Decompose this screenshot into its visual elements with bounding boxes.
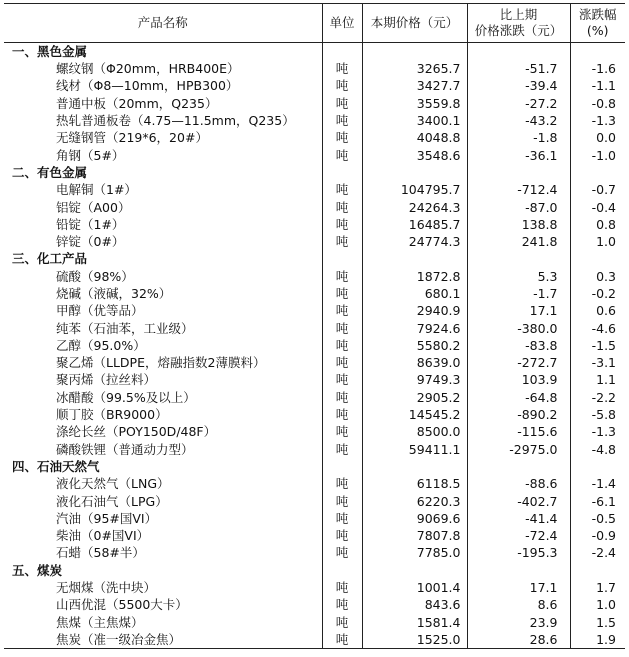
change-cell: -64.8 <box>467 389 570 406</box>
table-row <box>4 406 625 423</box>
product-name-cell: 普通中板（20mm，Q235） <box>56 95 218 111</box>
category-row <box>4 250 625 267</box>
change-cell: -890.2 <box>467 406 570 423</box>
unit-cell: 吨 <box>322 441 362 458</box>
category-empty-cell <box>467 562 570 579</box>
table-row <box>4 77 625 94</box>
price-cell: 8500.0 <box>362 423 467 440</box>
unit-cell: 吨 <box>322 423 362 440</box>
product-name-cell: 无烟煤（洗中块） <box>56 580 157 596</box>
table-row <box>4 354 625 371</box>
category-empty-cell <box>362 250 467 267</box>
pct-cell: -2.2 <box>570 389 625 406</box>
category-empty-cell <box>467 458 570 475</box>
change-cell: -36.1 <box>467 146 570 163</box>
product-name-cell: 电解铜（1#） <box>56 182 137 198</box>
product-name-cell: 纯苯（石油苯，工业级） <box>56 320 194 336</box>
table-row <box>4 441 625 458</box>
change-cell: -88.6 <box>467 475 570 492</box>
pct-cell: 0.6 <box>570 302 625 319</box>
price-cell: 5580.2 <box>362 337 467 354</box>
category-empty-cell <box>362 164 467 181</box>
pct-cell: 1.5 <box>570 614 625 631</box>
price-cell: 9749.3 <box>362 371 467 388</box>
pct-cell: -4.6 <box>570 319 625 336</box>
product-name-cell: 锌锭（0#） <box>56 234 125 250</box>
header-pct-line1: 涨跌幅 <box>578 7 617 22</box>
price-cell: 3548.6 <box>362 146 467 163</box>
category-empty-cell <box>570 43 625 61</box>
table-row <box>4 129 625 146</box>
header-change-line1: 比上期 <box>499 7 538 22</box>
category-empty-cell <box>467 43 570 61</box>
category-title: 三、化工产品 <box>12 251 88 267</box>
category-empty-cell <box>322 562 362 579</box>
unit-cell: 吨 <box>322 371 362 388</box>
table-row <box>4 216 625 233</box>
unit-cell: 吨 <box>322 302 362 319</box>
unit-cell: 吨 <box>322 268 362 285</box>
pct-cell: -6.1 <box>570 492 625 509</box>
product-name-cell: 聚丙烯（拉丝料） <box>56 372 157 388</box>
change-cell: 17.1 <box>467 302 570 319</box>
pct-cell: -0.5 <box>570 510 625 527</box>
category-empty-cell <box>322 164 362 181</box>
header-pct-line2: (%) <box>586 23 609 38</box>
pct-cell: -3.1 <box>570 354 625 371</box>
price-cell: 1525.0 <box>362 631 467 649</box>
header-product-name: 产品名称 <box>4 4 322 43</box>
pct-cell: -1.6 <box>570 60 625 77</box>
table-row <box>4 146 625 163</box>
price-cell: 7785.0 <box>362 544 467 561</box>
change-cell: 138.8 <box>467 216 570 233</box>
category-empty-cell <box>362 43 467 61</box>
category-row <box>4 458 625 475</box>
price-cell: 7924.6 <box>362 319 467 336</box>
product-name-cell: 焦煤（主焦煤） <box>56 614 144 630</box>
unit-cell: 吨 <box>322 216 362 233</box>
change-cell: 103.9 <box>467 371 570 388</box>
product-name-cell: 铝锭（A00） <box>56 199 131 215</box>
category-empty-cell <box>570 562 625 579</box>
price-cell: 3559.8 <box>362 95 467 112</box>
table-row <box>4 389 625 406</box>
unit-cell: 吨 <box>322 614 362 631</box>
unit-cell: 吨 <box>322 579 362 596</box>
change-cell: 241.8 <box>467 233 570 250</box>
pct-cell: -0.9 <box>570 527 625 544</box>
change-cell: -87.0 <box>467 198 570 215</box>
pct-cell: -1.3 <box>570 423 625 440</box>
unit-cell: 吨 <box>322 77 362 94</box>
unit-cell: 吨 <box>322 233 362 250</box>
unit-cell: 吨 <box>322 95 362 112</box>
header-price: 本期价格（元） <box>362 4 467 43</box>
unit-cell: 吨 <box>322 475 362 492</box>
pct-cell: -1.3 <box>570 112 625 129</box>
category-empty-cell <box>467 164 570 181</box>
table-row <box>4 337 625 354</box>
change-cell: 28.6 <box>467 631 570 649</box>
price-cell: 3427.7 <box>362 77 467 94</box>
product-name-cell: 硫酸（98%） <box>56 268 134 284</box>
pct-cell: -0.4 <box>570 198 625 215</box>
pct-cell: 0.0 <box>570 129 625 146</box>
pct-cell: -5.8 <box>570 406 625 423</box>
change-cell: 5.3 <box>467 268 570 285</box>
category-row <box>4 562 625 579</box>
pct-cell: -2.4 <box>570 544 625 561</box>
pct-cell: 1.0 <box>570 233 625 250</box>
category-empty-cell <box>322 458 362 475</box>
pct-cell: 1.9 <box>570 631 625 649</box>
table-row <box>4 112 625 129</box>
table-row <box>4 285 625 302</box>
table-row <box>4 60 625 77</box>
table-row <box>4 492 625 509</box>
change-cell: -72.4 <box>467 527 570 544</box>
category-empty-cell <box>467 250 570 267</box>
table-row <box>4 268 625 285</box>
change-cell: -41.4 <box>467 510 570 527</box>
product-name-cell: 顺丁胶（BR9000） <box>56 407 168 423</box>
unit-cell: 吨 <box>322 510 362 527</box>
product-name-cell: 聚乙烯（LLDPE，熔融指数2薄膜料） <box>56 355 266 371</box>
pct-cell: -1.0 <box>570 146 625 163</box>
price-cell: 8639.0 <box>362 354 467 371</box>
unit-cell: 吨 <box>322 146 362 163</box>
unit-cell: 吨 <box>322 319 362 336</box>
category-title: 四、石油天然气 <box>12 458 100 474</box>
price-cell: 14545.2 <box>362 406 467 423</box>
table-row <box>4 614 625 631</box>
change-cell: -195.3 <box>467 544 570 561</box>
change-cell: -39.4 <box>467 77 570 94</box>
category-empty-cell <box>570 250 625 267</box>
table-row <box>4 198 625 215</box>
category-empty-cell <box>570 164 625 181</box>
table-row <box>4 527 625 544</box>
change-cell: -272.7 <box>467 354 570 371</box>
table-row <box>4 319 625 336</box>
product-name-cell: 乙醇（95.0%） <box>56 337 146 353</box>
unit-cell: 吨 <box>322 354 362 371</box>
price-cell: 1581.4 <box>362 614 467 631</box>
change-cell: -83.8 <box>467 337 570 354</box>
price-cell: 843.6 <box>362 596 467 613</box>
pct-cell: 1.0 <box>570 596 625 613</box>
table-row <box>4 510 625 527</box>
table-row <box>4 475 625 492</box>
table-row <box>4 579 625 596</box>
price-table <box>4 3 625 649</box>
product-name-cell: 山西优混（5500大卡） <box>56 597 188 613</box>
product-name-cell: 线材（Φ8—10mm，HPB300） <box>56 78 239 94</box>
unit-cell: 吨 <box>322 527 362 544</box>
product-name-cell: 无缝钢管（219*6，20#） <box>56 130 208 146</box>
pct-cell: 0.3 <box>570 268 625 285</box>
product-name-cell: 涤纶长丝（POY150D/48F） <box>56 424 217 440</box>
unit-cell: 吨 <box>322 492 362 509</box>
unit-cell: 吨 <box>322 596 362 613</box>
table-row <box>4 302 625 319</box>
product-name-cell: 液化天然气（LNG） <box>56 476 170 492</box>
table-row <box>4 181 625 198</box>
price-cell: 1001.4 <box>362 579 467 596</box>
price-cell: 59411.1 <box>362 441 467 458</box>
unit-cell: 吨 <box>322 198 362 215</box>
product-name-cell: 冰醋酸（99.5%及以上） <box>56 389 196 405</box>
pct-cell: -0.2 <box>570 285 625 302</box>
product-name-cell: 液化石油气（LPG） <box>56 493 168 509</box>
header-unit: 单位 <box>322 4 362 43</box>
price-cell: 24774.3 <box>362 233 467 250</box>
change-cell: -1.7 <box>467 285 570 302</box>
pct-cell: 0.8 <box>570 216 625 233</box>
product-name-cell: 铅锭（1#） <box>56 216 125 232</box>
price-cell: 104795.7 <box>362 181 467 198</box>
pct-cell: -1.1 <box>570 77 625 94</box>
pct-cell: 1.1 <box>570 371 625 388</box>
product-name-cell: 甲醇（优等品） <box>56 303 144 319</box>
unit-cell: 吨 <box>322 60 362 77</box>
table-row <box>4 423 625 440</box>
category-empty-cell <box>322 250 362 267</box>
header-change-line2: 价格涨跌（元） <box>474 23 563 38</box>
price-cell: 6118.5 <box>362 475 467 492</box>
price-cell: 24264.3 <box>362 198 467 215</box>
unit-cell: 吨 <box>322 337 362 354</box>
price-cell: 3400.1 <box>362 112 467 129</box>
price-cell: 6220.3 <box>362 492 467 509</box>
pct-cell: -1.5 <box>570 337 625 354</box>
table-body <box>4 43 625 649</box>
pct-cell: -0.7 <box>570 181 625 198</box>
product-name-cell: 磷酸铁锂（普通动力型） <box>56 441 194 457</box>
unit-cell: 吨 <box>322 181 362 198</box>
price-cell: 16485.7 <box>362 216 467 233</box>
change-cell: -402.7 <box>467 492 570 509</box>
change-cell: 23.9 <box>467 614 570 631</box>
product-name-cell: 角钢（5#） <box>56 147 125 163</box>
header-change <box>467 4 570 43</box>
unit-cell: 吨 <box>322 112 362 129</box>
unit-cell: 吨 <box>322 631 362 649</box>
price-cell: 2905.2 <box>362 389 467 406</box>
product-name-cell: 热轧普通板卷（4.75—11.5mm，Q235） <box>56 113 295 129</box>
category-title: 五、煤炭 <box>12 562 63 578</box>
unit-cell: 吨 <box>322 544 362 561</box>
price-cell: 1872.8 <box>362 268 467 285</box>
table-row <box>4 596 625 613</box>
table-row <box>4 544 625 561</box>
table-row <box>4 95 625 112</box>
price-cell: 7807.8 <box>362 527 467 544</box>
pct-cell: -1.4 <box>570 475 625 492</box>
product-name-cell: 螺纹钢（Φ20mm，HRB400E） <box>56 61 240 77</box>
table-row <box>4 631 625 649</box>
table-header <box>4 4 625 43</box>
change-cell: 17.1 <box>467 579 570 596</box>
unit-cell: 吨 <box>322 285 362 302</box>
category-title: 一、黑色金属 <box>12 44 88 59</box>
unit-cell: 吨 <box>322 406 362 423</box>
table-row <box>4 371 625 388</box>
header-pct <box>570 4 625 43</box>
price-cell: 2940.9 <box>362 302 467 319</box>
price-cell: 3265.7 <box>362 60 467 77</box>
change-cell: -51.7 <box>467 60 570 77</box>
category-row <box>4 43 625 61</box>
category-title: 二、有色金属 <box>12 164 88 180</box>
change-cell: -712.4 <box>467 181 570 198</box>
table-row <box>4 233 625 250</box>
change-cell: -43.2 <box>467 112 570 129</box>
change-cell: -2975.0 <box>467 441 570 458</box>
price-cell: 680.1 <box>362 285 467 302</box>
product-name-cell: 汽油（95#国VI） <box>56 510 158 526</box>
unit-cell: 吨 <box>322 389 362 406</box>
unit-cell: 吨 <box>322 129 362 146</box>
change-cell: -1.8 <box>467 129 570 146</box>
change-cell: -380.0 <box>467 319 570 336</box>
pct-cell: -0.8 <box>570 95 625 112</box>
product-name-cell: 石蜡（58#半） <box>56 545 145 561</box>
change-cell: -27.2 <box>467 95 570 112</box>
product-name-cell: 焦炭（准一级冶金焦） <box>4 631 322 649</box>
category-row <box>4 164 625 181</box>
price-cell: 4048.8 <box>362 129 467 146</box>
product-name-cell: 柴油（0#国VI） <box>56 528 150 544</box>
product-name-cell: 烧碱（液碱，32%） <box>56 286 172 301</box>
change-cell: 8.6 <box>467 596 570 613</box>
price-cell: 9069.6 <box>362 510 467 527</box>
pct-cell: 1.7 <box>570 579 625 596</box>
category-empty-cell <box>322 43 362 61</box>
category-empty-cell <box>362 458 467 475</box>
category-empty-cell <box>362 562 467 579</box>
pct-cell: -4.8 <box>570 441 625 458</box>
category-empty-cell <box>570 458 625 475</box>
change-cell: -115.6 <box>467 423 570 440</box>
